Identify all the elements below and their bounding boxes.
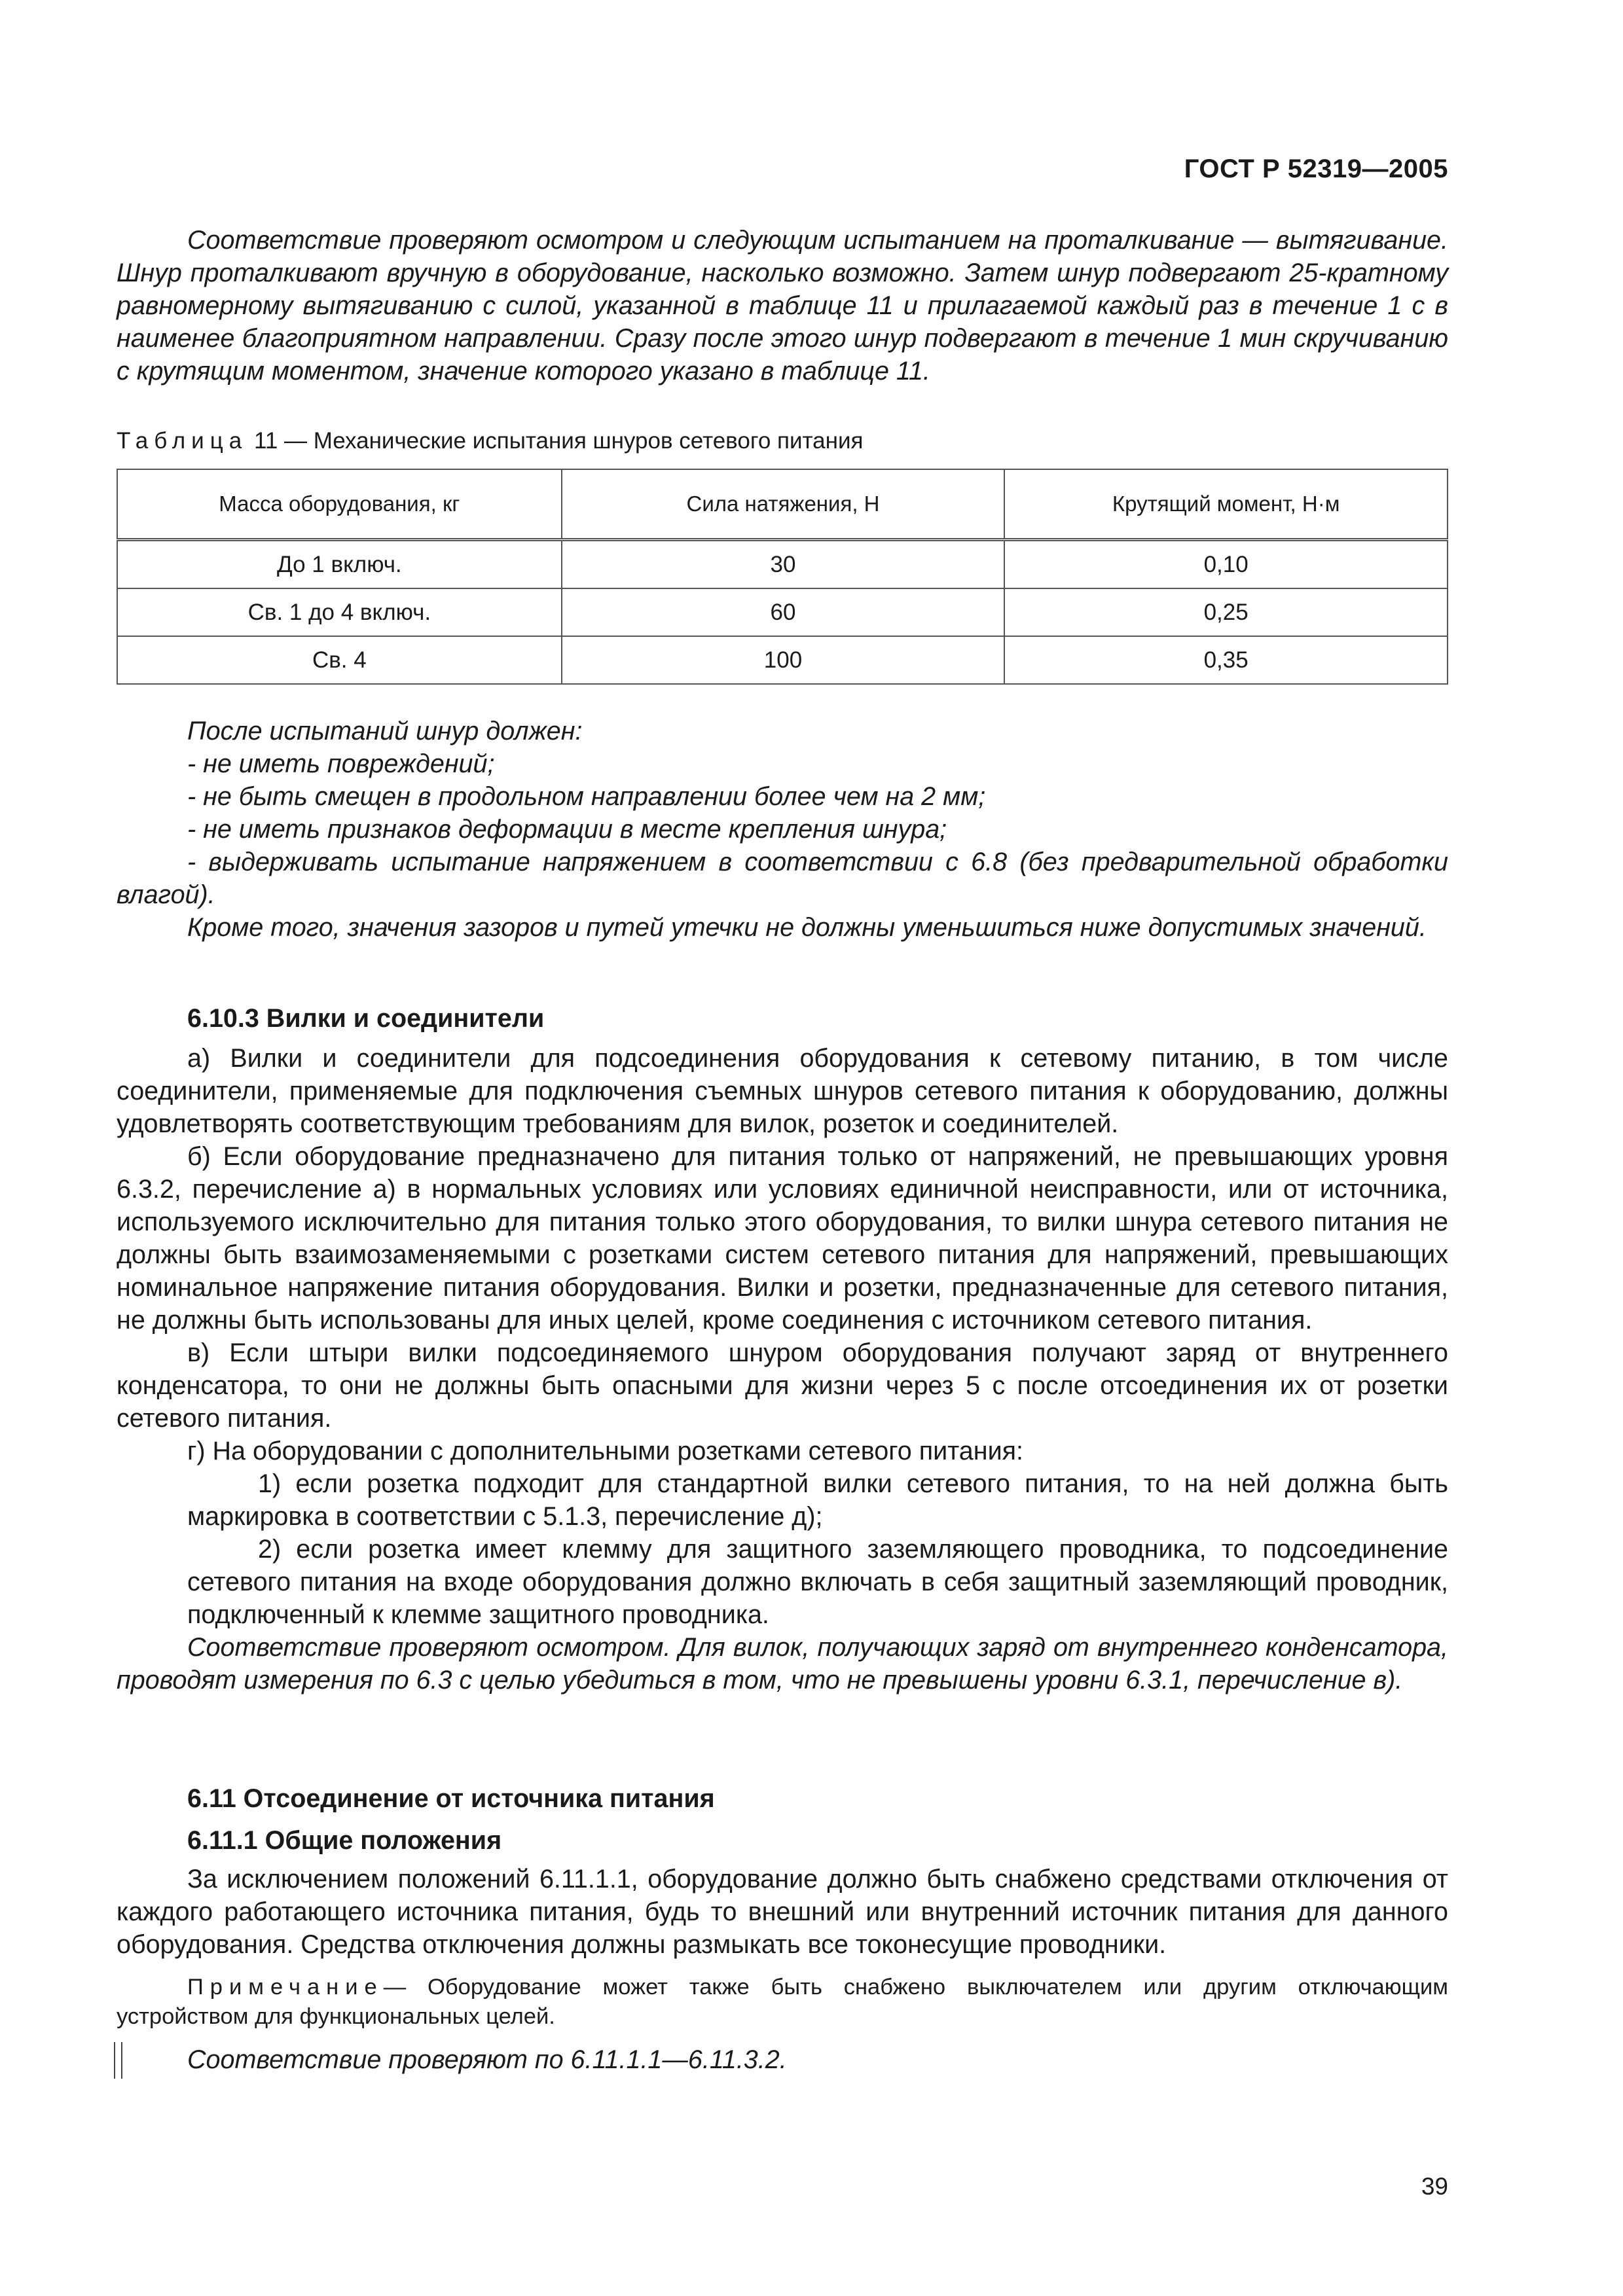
table-cell: 0,10 [1004, 540, 1448, 589]
item-g: г) На оборудовании с дополнительными розетками сетевого питания: [187, 1437, 1023, 1465]
section-heading-6-10-3: 6.10.3 Вилки и соединители [187, 1004, 545, 1033]
page-number: 39 [1421, 2173, 1448, 2200]
table-row [117, 540, 1448, 589]
list-item: - не иметь повреждений; [187, 749, 495, 778]
table-cell: Св. 4 [117, 636, 562, 684]
list-item: - не быть смещен в продольном направлении более чем на 2 мм; [187, 782, 986, 811]
intro-paragraph-block [117, 224, 1448, 387]
table-header-torque: Крутящий момент, Н·м [1004, 469, 1448, 540]
section-heading-6-11: 6.11 Отсоединение от источника питания [187, 1784, 715, 1813]
item-v: в) Если штыри вилки подсоединяемого шнуром оборудования получают заряд от внутреннего конденсатора, то они не должны быть опасными для жизни через 5 с после отсоединения их от розетки сетевого питания. [117, 1338, 1448, 1433]
after-tests-extra: Кроме того, значения зазоров и путей утечки не должны уменьшиться ниже допустимых значений. [187, 913, 1427, 942]
list-item: - не иметь признаков деформации в месте крепления шнура; [187, 815, 947, 844]
section-heading-6-11-1: 6.11.1 Общие положения [187, 1826, 502, 1855]
note-block [117, 1973, 1448, 2032]
table-cell: До 1 включ. [117, 540, 562, 589]
table-row [117, 636, 1448, 684]
compliance-6-10-3: Соответствие проверяют осмотром. Для вилок, получающих заряд от внутреннего конденсатора, проводят измерения по 6.3 с целью убедиться в том, что не превышены уровни 6.3.1, перечисление в). [117, 1633, 1448, 1695]
section-6-10-3-body [117, 1042, 1448, 1696]
note-text: — Оборудование может также быть снабжено выключателем или другим отключающим устройством для функциональных целей. [117, 1975, 1448, 2029]
mechanical-tests-table [117, 469, 1448, 685]
table-caption-text: 11 — Механические испытания шнуров сетевого питания [253, 428, 864, 454]
after-tests-block [117, 715, 1448, 944]
table-cell: 0,25 [1004, 588, 1448, 636]
table-caption-prefix: Таблица [117, 428, 248, 454]
note [117, 1973, 1448, 2032]
section-6-11-1-body [117, 1863, 1448, 1961]
table-header-row [117, 469, 1448, 540]
note-prefix: Примечание [187, 1975, 384, 2000]
item-b: б) Если оборудование предназначено для питания только от напряжений, не превышающих уровня 6.3.2, перечисление а) в нормальных условиях или условиях единичной неисправности, или от источника, используемого исключительно для питания только этого оборудования, то вилки шнура сетевого питания не должны быть взаимозаменяемыми с розетками систем сетевого питания для напряжений, превышающих номинальное напряжение питания оборудования. Вилки и розетки, предназначенные для сетевого питания, не должны быть использованы для иных целей, кроме соединения с источником сетевого питания. [117, 1142, 1448, 1335]
table-header-mass: Масса оборудования, кг [117, 469, 562, 540]
table-caption [117, 428, 863, 454]
list-item: - выдерживать испытание напряжением в соответствии с 6.8 (без предварительной обработки влагой). [117, 848, 1448, 909]
table-header-force: Сила натяжения, Н [562, 469, 1005, 540]
item-g1: 1) если розетка подходит для стандартной вилки сетевого питания, то на ней должна быть маркировка в соответствии с 5.1.3, перечисление д); [187, 1469, 1448, 1531]
table-cell: 30 [562, 540, 1005, 589]
compliance-6-11-1-block [117, 2043, 1448, 2076]
table-cell: 100 [562, 636, 1005, 684]
item-a: а) Вилки и соединители для подсоединения оборудования к сетевому питанию, в том числе соединители, применяемые для подключения съемных шнуров сетевого питания к оборудованию, должны удовлетворять соответствующим требованиям для вилок, розеток и соединителей. [117, 1044, 1448, 1138]
table-cell: 0,35 [1004, 636, 1448, 684]
section-6-11-1-text: За исключением положений 6.11.1.1, оборудование должно быть снабжено средствами отключения от каждого работающего источника питания, будь то внешний или внутренний источник питания для данного оборудования. Средства отключения должны размыкать все токонесущие проводники. [117, 1865, 1448, 1959]
after-tests-lead: После испытаний шнур должен: [187, 717, 583, 745]
intro-paragraph: Соответствие проверяют осмотром и следующим испытанием на проталкивание — вытягивание. Шнур проталкивают вручную в оборудование, насколько возможно. Затем шнур подвергают 25-кратному равномерному вытягиванию с силой, указанной в таблице 11 и прилагаемой каждый раз в течение 1 с в наименее благоприятном направлении. Сразу после этого шнур подвергают в течение 1 мин скручиванию с крутящим моментом, значение которого указано в таблице 11. [117, 226, 1448, 386]
table-cell: 60 [562, 588, 1005, 636]
table-cell: Св. 1 до 4 включ. [117, 588, 562, 636]
document-number: ГОСТ Р 52319—2005 [1184, 154, 1448, 183]
compliance-6-11-1: Соответствие проверяют по 6.11.1.1—6.11.3.2. [187, 2045, 787, 2074]
item-g2: 2) если розетка имеет клемму для защитного заземляющего проводника, то подсоединение сетевого питания на входе оборудования должно включать в себя защитный заземляющий проводник, подключенный к клемме защитного проводника. [187, 1535, 1448, 1629]
table-row [117, 588, 1448, 636]
